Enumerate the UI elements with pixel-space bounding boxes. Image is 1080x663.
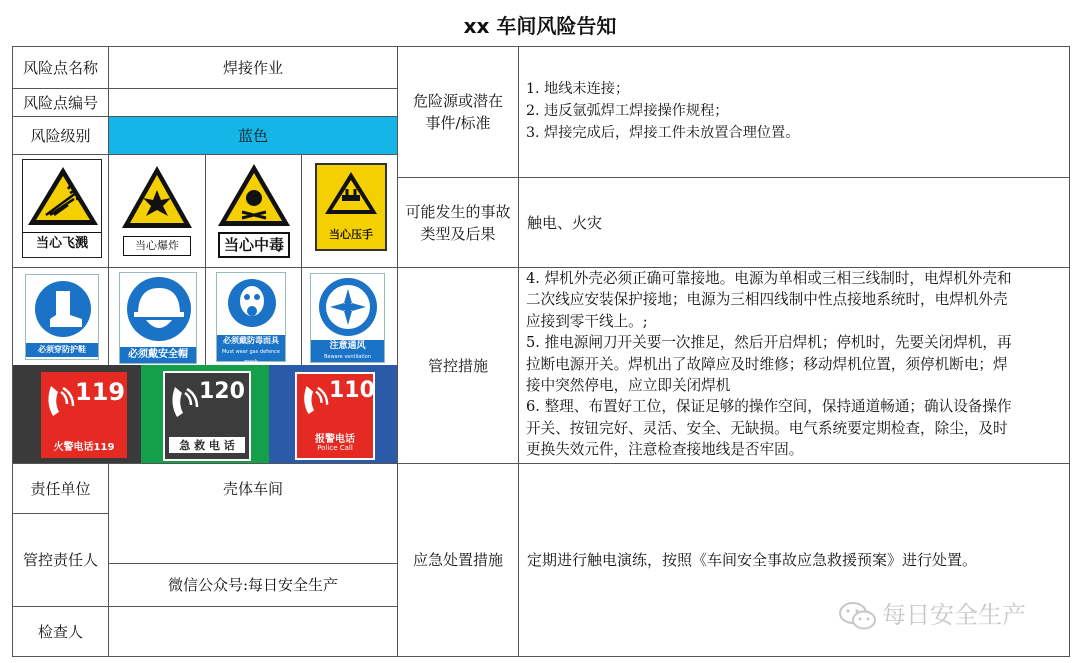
control-line: 6. 整理、布置好工位，保证足够的操作空间，保持通道畅通；确认设备操作 <box>526 398 1012 416</box>
wechat-account: 微信公众号:每日安全生产 <box>167 576 339 594</box>
control-line: 应接到零干线上。; <box>526 312 648 330</box>
fire-phone-panel <box>41 372 127 458</box>
wechat-icon <box>838 600 878 632</box>
fan-icon <box>311 275 386 339</box>
explosion-warning-icon <box>118 162 196 232</box>
value-risk-point-name: 焊接作业 <box>222 58 283 77</box>
sign-ventilation-label: 注意通风 <box>329 341 366 351</box>
hazard-line: 1. 地线未连接； <box>526 81 630 97</box>
label-risk-level: 风险级别 <box>30 126 91 145</box>
label-emergency: 应急处置措施 <box>412 551 503 569</box>
sign-ventilation-caption <box>311 340 384 362</box>
control-line: 5. 推电源闸刀开关要一次推足，然后开启焊机；停机时，先要关闭焊机，再 <box>526 334 1012 352</box>
sign-caution-crush-label: 当心压手 <box>329 228 373 241</box>
sign-caution-splash <box>22 159 102 258</box>
crush-warning-icon <box>323 169 379 217</box>
control-line: 拉断电源开关。焊机出了故障应及时维修；移动焊机位置，须停机断电；焊 <box>526 355 1008 373</box>
value-emergency: 定期进行触电演练，按照《车间安全事故应急救援预案》进行处置。 <box>527 551 978 569</box>
splash-warning-icon <box>24 163 102 229</box>
fire-phone-label: 火警电话119 <box>53 442 115 453</box>
sign-wear-helmet-label: 必须戴安全帽 <box>120 347 196 363</box>
watermark-text: 每日安全生产 <box>882 601 1026 629</box>
fire-phone-number: 119 <box>75 378 126 406</box>
helmet-icon <box>120 274 198 344</box>
sign-gas-mask-caption <box>217 335 285 365</box>
value-responsible-unit: 壳体车间 <box>222 479 283 498</box>
phone-ambulance-120 <box>141 365 269 463</box>
telephone-icon <box>169 383 199 423</box>
phone-police-110 <box>269 365 397 463</box>
sign-beware-ventilation <box>310 273 385 363</box>
telephone-icon <box>45 382 75 422</box>
sign-wear-protective-shoes <box>25 274 99 360</box>
police-phone-panel <box>295 372 375 460</box>
hazard-line: 3. 焊接完成后，焊接工件未放置合理位置。 <box>526 125 800 141</box>
value-inspector <box>109 607 397 656</box>
watermark <box>838 598 1053 634</box>
ambulance-phone-panel <box>163 371 251 461</box>
label-risk-point-no: 风险点编号 <box>22 93 98 112</box>
sign-wear-safety-helmet <box>119 272 197 364</box>
label-risk-point-name: 风险点名称 <box>22 58 98 77</box>
label-responsible-unit: 责任单位 <box>30 479 91 498</box>
control-line: 开关、按钮完好、灵活、安全、无缺损。电气系统要定期检查，除尘，及时 <box>526 419 1008 437</box>
hazard-line: 2. 违反氩弧焊工焊接操作规程； <box>526 103 729 119</box>
sign-gas-mask-sub: Must wear gas defence mask <box>221 349 281 365</box>
control-line: 更换失效元件，注意检查接地线是否牢固。 <box>526 441 804 459</box>
police-phone-number: 110 <box>329 378 375 403</box>
sign-caution-explosion-label: 当心爆炸 <box>123 236 191 256</box>
control-line: 接中突然停电，应立即关闭焊机 <box>526 377 731 395</box>
sign-wear-shoes-label: 必须穿防护鞋 <box>26 343 98 357</box>
value-risk-point-no <box>109 89 397 116</box>
sign-caution-splash-label: 当心飞溅 <box>23 232 101 255</box>
boot-icon <box>26 277 100 341</box>
ambulance-phone-label: 急 救 电 话 <box>169 437 245 453</box>
hazard-list <box>526 78 1066 144</box>
sign-caution-poison-label: 当心中毒 <box>218 232 290 258</box>
sign-gas-mask-label: 必须戴防毒面具 <box>223 336 279 345</box>
sign-ventilation-sub: Beware ventilation <box>324 354 371 360</box>
sign-caution-explosion <box>117 158 197 259</box>
label-control: 管控措施 <box>427 356 488 375</box>
value-risk-level: 蓝色 <box>109 117 397 154</box>
label-accident: 可能发生的事故类型及后果 <box>405 202 511 243</box>
label-control-person: 管控责任人 <box>22 551 98 569</box>
sign-wear-gas-mask <box>216 272 286 365</box>
page-title: xx 车间风险告知 <box>463 14 617 38</box>
police-phone-sub: Police Call <box>317 444 353 452</box>
ambulance-phone-number: 120 <box>199 379 245 404</box>
sign-caution-crush <box>315 163 387 251</box>
label-hazard: 危险源或潜在事件/标准 <box>412 92 503 132</box>
value-accident: 触电、火灾 <box>527 213 603 232</box>
control-list <box>526 268 1066 461</box>
poison-warning-icon <box>214 160 294 230</box>
sign-caution-poison <box>214 158 294 259</box>
police-phone-label: 报警电话 <box>315 434 355 445</box>
control-line: 二次线应安装保护接地；电源为三相四线制中性点接地系统时，电焊机外壳 <box>526 291 1008 309</box>
label-inspector: 检查人 <box>37 622 83 641</box>
value-control-person <box>109 514 397 563</box>
control-line: 4. 焊机外壳必须正确可靠接地。电源为单相或三相三线制时，电焊机外壳和 <box>526 270 1012 287</box>
phone-fire-119 <box>13 365 141 463</box>
gas-mask-icon <box>217 275 287 337</box>
telephone-icon <box>301 382 329 420</box>
